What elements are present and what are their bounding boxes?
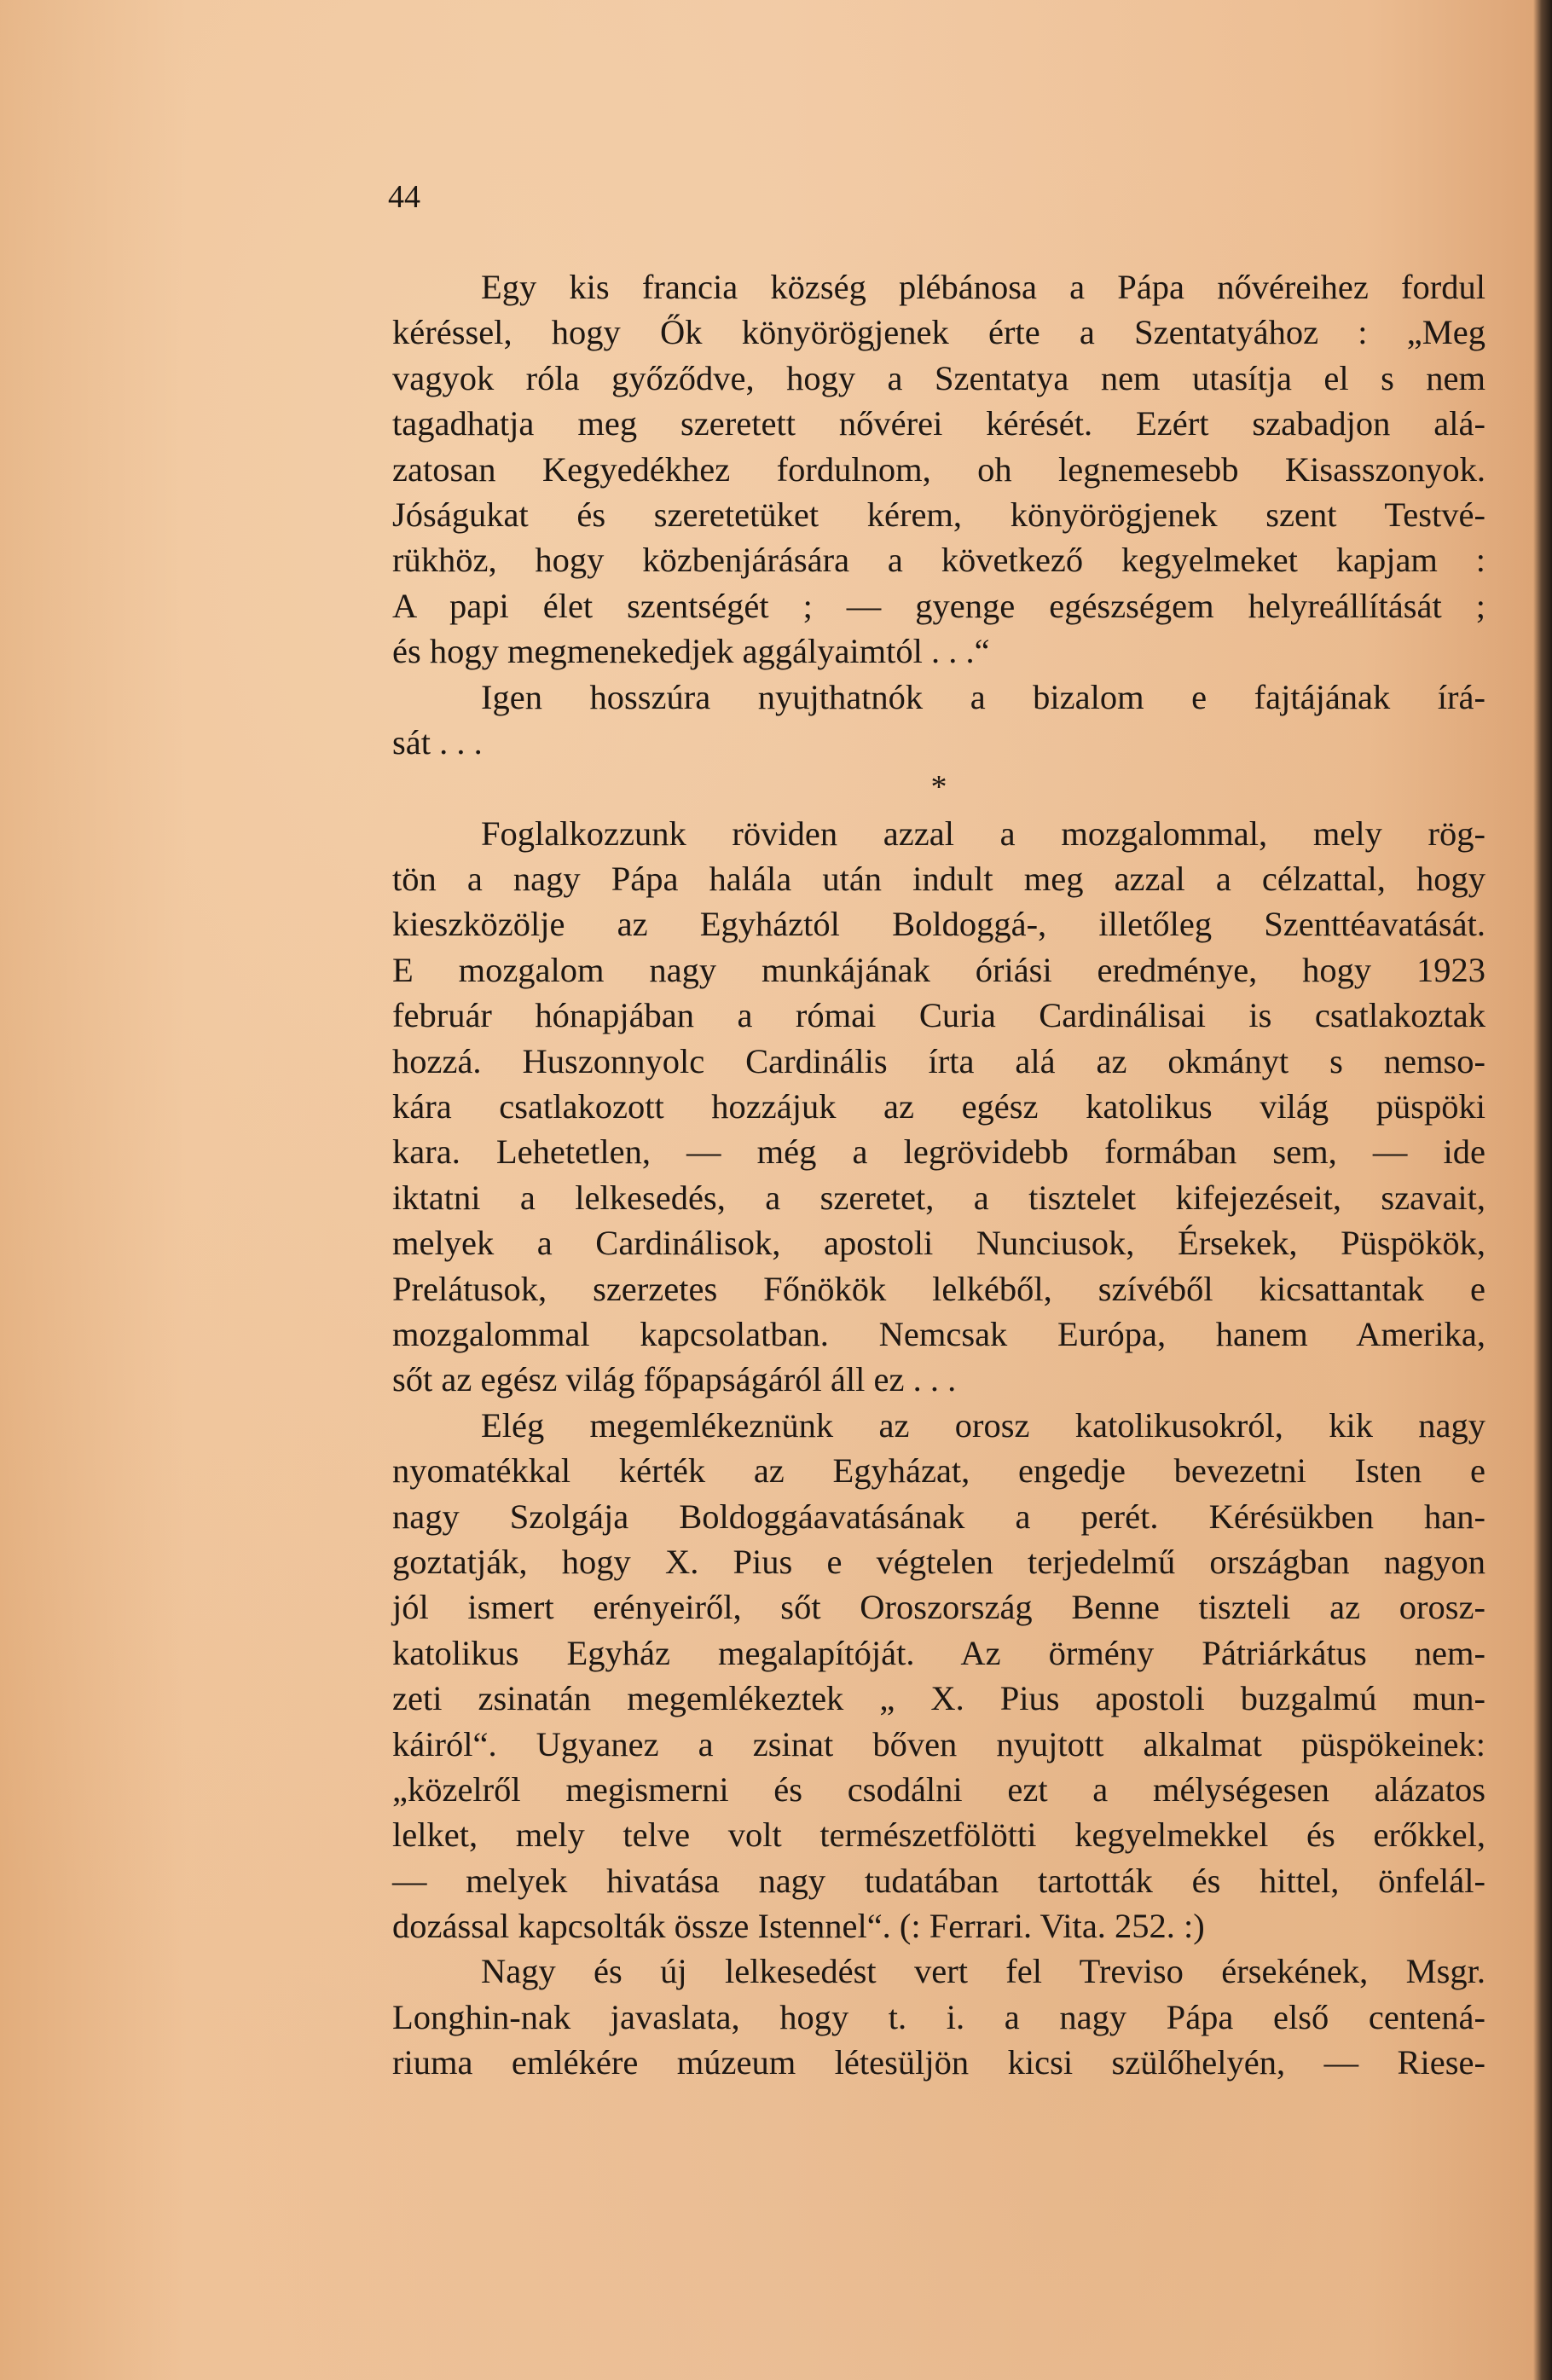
text-line: iktatni a lelkesedés, a szeretet, a tisztelet kifejezéseit, szavait, xyxy=(392,1178,1485,1217)
text-line: katolikus Egyház megalapítóját. Az örmény Pátriárkátus nem- xyxy=(392,1633,1485,1672)
text-line: Foglalkozzunk röviden azzal a mozgalommal, mely rög- xyxy=(481,814,1485,853)
text-line: zatosan Kegyedékhez fordulnom, oh legnemesebb Kisasszonyok. xyxy=(392,449,1485,489)
text-line: Nagy és új lelkesedést vert fel Treviso érsekének, Msgr. xyxy=(481,1952,1485,1991)
text-line: Elég megemlékeznünk az orosz katolikusokról, kik nagy xyxy=(481,1405,1485,1445)
text-line: A papi élet szentségét ; — gyenge egészségem helyreállítását ; xyxy=(392,586,1485,625)
text-line: február hónapjában a római Curia Cardinálisai is csatlakoztak xyxy=(392,996,1485,1035)
text-line: káiról“. Ugyanez a zsinat bőven nyujtott alkalmat püspökeinek: xyxy=(392,1724,1485,1763)
text-line: zeti zsinatán megemlékeztek „ X. Pius apostoli buzgalmú mun- xyxy=(392,1679,1485,1718)
text-line: kéréssel, hogy Ők könyörögjenek érte a Szentatyához : „Meg xyxy=(392,313,1485,352)
text-line: tagadhatja meg szeretett nővérei kérését. Ezért szabadjon alá- xyxy=(392,404,1485,443)
text-line: lelket, mely telve volt természetfölötti kegyelmekkel és erőkkel, xyxy=(392,1815,1485,1855)
text-line: nyomatékkal kérték az Egyházat, engedje bevezetni Isten e xyxy=(392,1451,1485,1491)
page-edge-shadow xyxy=(1533,0,1552,2380)
text-line: sőt az egész világ főpapságáról áll ez . . . xyxy=(392,1360,957,1399)
text-line: „közelről megismerni és csodálni ezt a mélységesen alázatos xyxy=(392,1769,1485,1809)
text-line: hozzá. Huszonnyolc Cardinális írta alá az okmányt s nemso- xyxy=(392,1041,1485,1080)
text-line: Prelátusok, szerzetes Főnökök lelkéből, szívéből kicsattantak e xyxy=(392,1269,1485,1308)
body-text xyxy=(392,264,1485,2086)
text-line: kára csatlakozott hozzájuk az egész katolikus világ püspöki xyxy=(392,1087,1485,1126)
text-line: melyek a Cardinálisok, apostoli Nunciusok, Érsekek, Püspökök, xyxy=(392,1224,1485,1263)
text-line: Egy kis francia község plébánosa a Pápa nővéreihez fordul xyxy=(481,268,1485,306)
text-line: nagy Szolgája Boldoggáavatásának a perét. Kérésükben han- xyxy=(392,1497,1485,1536)
text-line: és hogy megmenekedjek aggályaimtól . . .“ xyxy=(392,632,990,671)
text-line-split: dozással kapcsolták össze Istennel“. (: Ferrari. Vita. 252. :) xyxy=(392,1907,1205,1946)
text-line-split: — melyek hivatása nagy tudatában tartották és hittel, önfelál- xyxy=(392,1861,1485,1900)
section-divider-asterisk: * xyxy=(930,769,947,806)
text-line: riuma emlékére múzeum létesüljön kicsi szülőhelyén, — Riese- xyxy=(392,2043,1485,2082)
text-line: sát . . . xyxy=(392,722,483,761)
text-line: kara. Lehetetlen, — még a legrövidebb formában sem, — ide xyxy=(392,1132,1485,1172)
text-line: rükhöz, hogy közbenjárására a következő kegyelmeket kapjam : xyxy=(392,541,1485,580)
text-line: jól ismert erényeiről, sőt Oroszország Benne tiszteli az orosz- xyxy=(392,1588,1485,1627)
text-line: Longhin-nak javaslata, hogy t. i. a nagy Pápa első centená- xyxy=(392,1997,1485,2036)
text-line: goztatják, hogy X. Pius e végtelen terjedelmű országban nagyon xyxy=(392,1542,1485,1581)
text-line: mozgalommal kapcsolatban. Nemcsak Európa, hanem Amerika, xyxy=(392,1314,1485,1353)
text-line: Igen hosszúra nyujthatnók a bizalom e fajtájának írá- xyxy=(481,677,1485,716)
text-line: E mozgalom nagy munkájának óriási eredménye, hogy 1923 xyxy=(392,950,1485,989)
text-line: Jóságukat és szeretetüket kérem, könyörögjenek szent Testvé- xyxy=(392,495,1485,534)
text-line: tön a nagy Pápa halála után indult meg azzal a célzattal, hogy xyxy=(392,860,1485,899)
text-line: vagyok róla győződve, hogy a Szentatya nem utasítja el s nem xyxy=(392,358,1485,397)
text-line: kieszközölje az Egyháztól Boldoggá-, illetőleg Szenttéavatását. xyxy=(392,905,1485,944)
page-number: 44 xyxy=(388,179,420,215)
